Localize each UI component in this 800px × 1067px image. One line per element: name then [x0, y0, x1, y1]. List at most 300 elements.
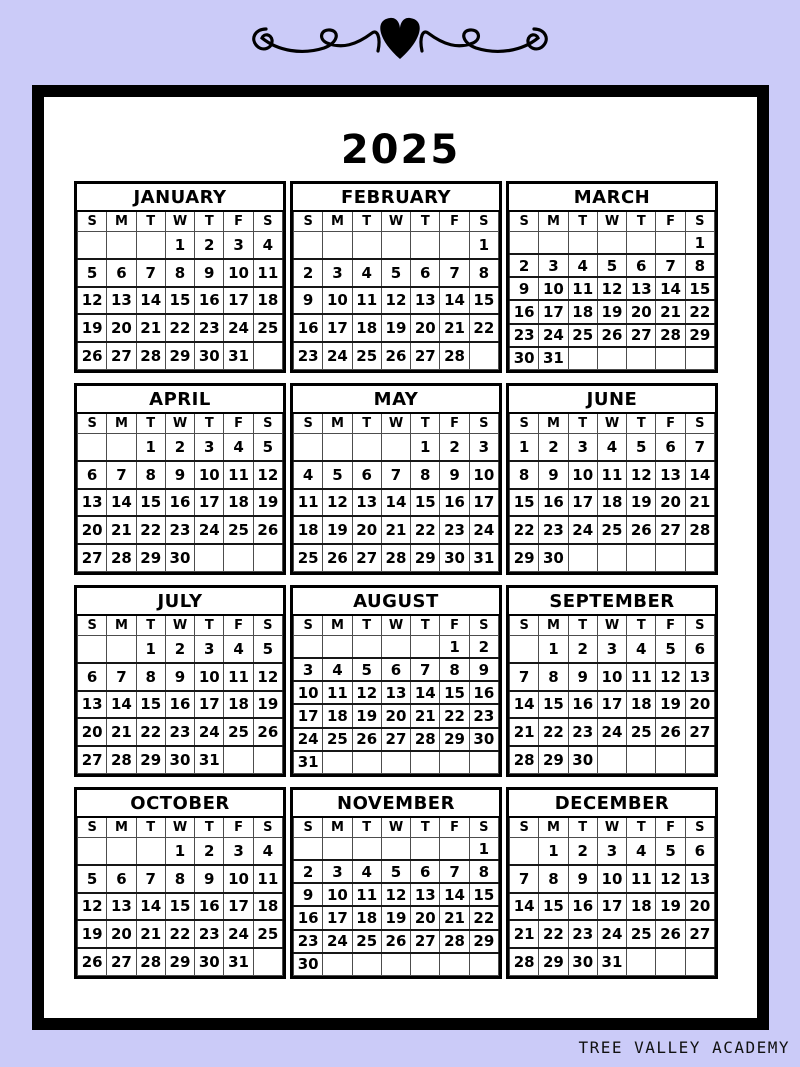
day-cell: 18 — [352, 314, 381, 342]
day-cell: 3 — [323, 259, 352, 287]
day-cell: 27 — [78, 746, 107, 773]
empty-day-cell — [323, 434, 352, 461]
day-cell: 22 — [165, 920, 194, 948]
day-cell: 2 — [195, 232, 224, 259]
day-cell: 8 — [165, 865, 194, 893]
weekday-header: T — [136, 211, 165, 232]
month-april — [74, 383, 286, 575]
weekday-header: T — [568, 413, 597, 434]
day-cell: 10 — [539, 277, 568, 300]
day-cell: 26 — [597, 324, 626, 347]
weekday-header: F — [440, 413, 469, 434]
day-cell: 4 — [294, 461, 323, 489]
day-cell: 28 — [656, 324, 685, 347]
day-cell: 14 — [510, 691, 539, 719]
day-cell: 1 — [411, 434, 440, 461]
day-cell: 8 — [539, 663, 568, 691]
day-cell: 29 — [469, 930, 498, 953]
weekday-header: M — [323, 615, 352, 636]
empty-day-cell — [469, 751, 498, 774]
month-title: DECEMBER — [510, 790, 715, 817]
empty-day-cell — [294, 232, 323, 259]
day-cell: 28 — [411, 728, 440, 751]
day-cell: 13 — [381, 681, 410, 704]
empty-day-cell — [627, 746, 656, 773]
day-cell: 24 — [597, 718, 626, 746]
day-cell: 30 — [440, 544, 469, 571]
month-table — [293, 588, 499, 774]
day-cell: 10 — [294, 681, 323, 704]
empty-day-cell — [440, 751, 469, 774]
day-cell: 22 — [136, 718, 165, 746]
day-cell: 11 — [352, 883, 381, 906]
weekday-header: F — [224, 413, 253, 434]
day-cell: 23 — [165, 516, 194, 544]
weekday-header: T — [352, 615, 381, 636]
day-cell: 1 — [440, 636, 469, 659]
day-cell: 19 — [656, 893, 685, 921]
day-cell: 13 — [685, 865, 714, 893]
day-cell: 18 — [253, 893, 282, 921]
empty-day-cell — [411, 751, 440, 774]
day-cell: 6 — [411, 860, 440, 883]
day-cell: 8 — [136, 663, 165, 691]
day-cell: 24 — [294, 728, 323, 751]
day-cell: 5 — [323, 461, 352, 489]
day-cell: 20 — [352, 516, 381, 544]
day-cell: 27 — [656, 516, 685, 544]
day-cell: 9 — [165, 461, 194, 489]
month-may — [290, 383, 502, 575]
weekday-header: S — [78, 817, 107, 838]
month-title: NOVEMBER — [294, 790, 499, 817]
calendar-page — [32, 85, 769, 1030]
month-september — [506, 585, 718, 777]
day-cell: 1 — [136, 434, 165, 461]
day-cell: 14 — [510, 893, 539, 921]
day-cell: 13 — [78, 691, 107, 719]
day-cell: 11 — [627, 663, 656, 691]
day-cell: 16 — [294, 314, 323, 342]
day-cell: 30 — [510, 347, 539, 370]
day-cell: 24 — [323, 342, 352, 369]
day-cell: 17 — [469, 489, 498, 517]
day-cell: 6 — [107, 259, 136, 287]
weekday-header: T — [136, 413, 165, 434]
weekday-header: F — [440, 817, 469, 838]
day-cell: 28 — [510, 746, 539, 773]
day-cell: 22 — [440, 704, 469, 727]
day-cell: 31 — [469, 544, 498, 571]
weekday-header: T — [195, 413, 224, 434]
day-cell: 18 — [253, 287, 282, 315]
day-cell: 21 — [411, 704, 440, 727]
day-cell: 4 — [568, 254, 597, 277]
empty-day-cell — [78, 232, 107, 259]
day-cell: 18 — [224, 489, 253, 517]
day-cell: 27 — [78, 544, 107, 571]
empty-day-cell — [597, 347, 626, 370]
day-cell: 17 — [195, 489, 224, 517]
day-cell: 24 — [195, 718, 224, 746]
day-cell: 4 — [627, 838, 656, 865]
month-title: MAY — [294, 386, 499, 413]
day-cell: 26 — [323, 544, 352, 571]
day-cell: 25 — [294, 544, 323, 571]
empty-day-cell — [78, 434, 107, 461]
day-cell: 6 — [656, 434, 685, 461]
day-cell: 9 — [440, 461, 469, 489]
day-cell: 27 — [352, 544, 381, 571]
weekday-header: S — [469, 211, 498, 232]
day-cell: 22 — [685, 300, 714, 323]
weekday-header: W — [165, 817, 194, 838]
weekday-header: W — [597, 817, 626, 838]
day-cell: 30 — [568, 746, 597, 773]
day-cell: 26 — [656, 920, 685, 948]
day-cell: 8 — [469, 259, 498, 287]
empty-day-cell — [469, 953, 498, 976]
day-cell: 25 — [597, 516, 626, 544]
weekday-header: S — [253, 413, 282, 434]
day-cell: 10 — [323, 883, 352, 906]
day-cell: 7 — [381, 461, 410, 489]
day-cell: 7 — [136, 259, 165, 287]
day-cell: 2 — [510, 254, 539, 277]
day-cell: 16 — [510, 300, 539, 323]
day-cell: 9 — [539, 461, 568, 489]
day-cell: 22 — [469, 314, 498, 342]
day-cell: 30 — [195, 342, 224, 369]
day-cell: 12 — [381, 883, 410, 906]
empty-day-cell — [685, 746, 714, 773]
day-cell: 18 — [224, 691, 253, 719]
day-cell: 19 — [597, 300, 626, 323]
weekday-header: S — [294, 413, 323, 434]
empty-day-cell — [656, 347, 685, 370]
day-cell: 8 — [469, 860, 498, 883]
weekday-header: S — [294, 615, 323, 636]
empty-day-cell — [656, 232, 685, 255]
day-cell: 25 — [224, 516, 253, 544]
day-cell: 17 — [195, 691, 224, 719]
month-title: MARCH — [510, 184, 715, 211]
empty-day-cell — [323, 636, 352, 659]
day-cell: 17 — [597, 893, 626, 921]
day-cell: 19 — [381, 906, 410, 929]
day-cell: 5 — [253, 636, 282, 663]
day-cell: 27 — [107, 342, 136, 369]
weekday-header: T — [195, 615, 224, 636]
day-cell: 7 — [685, 434, 714, 461]
footer-credit: TREE VALLEY ACADEMY — [578, 1038, 790, 1057]
day-cell: 21 — [440, 906, 469, 929]
day-cell: 16 — [469, 681, 498, 704]
day-cell: 29 — [136, 746, 165, 773]
day-cell: 27 — [685, 718, 714, 746]
day-cell: 17 — [323, 314, 352, 342]
day-cell: 12 — [627, 461, 656, 489]
day-cell: 8 — [539, 865, 568, 893]
day-cell: 27 — [627, 324, 656, 347]
weekday-header: S — [253, 615, 282, 636]
day-cell: 30 — [165, 544, 194, 571]
month-table — [77, 184, 283, 370]
day-cell: 3 — [597, 636, 626, 663]
day-cell: 25 — [627, 718, 656, 746]
day-cell: 16 — [294, 906, 323, 929]
day-cell: 21 — [107, 516, 136, 544]
day-cell: 21 — [107, 718, 136, 746]
empty-day-cell — [352, 232, 381, 259]
empty-day-cell — [78, 636, 107, 663]
month-title: AUGUST — [294, 588, 499, 615]
day-cell: 13 — [627, 277, 656, 300]
month-december — [506, 787, 718, 979]
day-cell: 11 — [253, 259, 282, 287]
month-title: APRIL — [78, 386, 283, 413]
empty-day-cell — [440, 953, 469, 976]
day-cell: 9 — [568, 663, 597, 691]
empty-day-cell — [685, 544, 714, 571]
day-cell: 24 — [323, 930, 352, 953]
empty-day-cell — [656, 544, 685, 571]
day-cell: 7 — [107, 663, 136, 691]
day-cell: 7 — [440, 259, 469, 287]
weekday-header: S — [685, 211, 714, 232]
day-cell: 28 — [136, 948, 165, 975]
empty-day-cell — [381, 434, 410, 461]
day-cell: 11 — [224, 663, 253, 691]
day-cell: 27 — [411, 930, 440, 953]
day-cell: 15 — [539, 691, 568, 719]
day-cell: 25 — [352, 342, 381, 369]
day-cell: 23 — [539, 516, 568, 544]
month-february — [290, 181, 502, 373]
day-cell: 9 — [165, 663, 194, 691]
day-cell: 12 — [597, 277, 626, 300]
day-cell: 2 — [165, 636, 194, 663]
day-cell: 12 — [78, 287, 107, 315]
weekday-header: T — [627, 211, 656, 232]
day-cell: 1 — [685, 232, 714, 255]
day-cell: 5 — [352, 658, 381, 681]
day-cell: 1 — [469, 232, 498, 259]
weekday-header: F — [656, 615, 685, 636]
weekday-header: S — [294, 211, 323, 232]
day-cell: 16 — [568, 893, 597, 921]
day-cell: 17 — [224, 893, 253, 921]
month-title: FEBRUARY — [294, 184, 499, 211]
day-cell: 5 — [381, 259, 410, 287]
day-cell: 20 — [656, 489, 685, 517]
day-cell: 9 — [510, 277, 539, 300]
weekday-header: T — [627, 615, 656, 636]
day-cell: 13 — [352, 489, 381, 517]
day-cell: 12 — [323, 489, 352, 517]
weekday-header: F — [440, 211, 469, 232]
weekday-header: S — [469, 817, 498, 838]
day-cell: 4 — [597, 434, 626, 461]
day-cell: 15 — [440, 681, 469, 704]
day-cell: 2 — [195, 838, 224, 865]
weekday-header: S — [469, 615, 498, 636]
day-cell: 24 — [224, 314, 253, 342]
weekday-header: M — [539, 615, 568, 636]
day-cell: 11 — [253, 865, 282, 893]
day-cell: 15 — [510, 489, 539, 517]
day-cell: 25 — [253, 314, 282, 342]
day-cell: 11 — [224, 461, 253, 489]
day-cell: 30 — [195, 948, 224, 975]
weekday-header: M — [323, 413, 352, 434]
empty-day-cell — [685, 347, 714, 370]
day-cell: 17 — [597, 691, 626, 719]
day-cell: 5 — [597, 254, 626, 277]
day-cell: 4 — [352, 860, 381, 883]
day-cell: 1 — [510, 434, 539, 461]
day-cell: 17 — [568, 489, 597, 517]
empty-day-cell — [656, 948, 685, 975]
weekday-header: S — [685, 615, 714, 636]
day-cell: 28 — [136, 342, 165, 369]
month-table — [509, 386, 715, 572]
month-table — [509, 184, 715, 370]
day-cell: 14 — [136, 893, 165, 921]
day-cell: 10 — [195, 461, 224, 489]
day-cell: 27 — [381, 728, 410, 751]
day-cell: 3 — [224, 838, 253, 865]
day-cell: 7 — [411, 658, 440, 681]
day-cell: 13 — [107, 893, 136, 921]
day-cell: 29 — [685, 324, 714, 347]
day-cell: 4 — [253, 232, 282, 259]
day-cell: 5 — [627, 434, 656, 461]
day-cell: 11 — [627, 865, 656, 893]
weekday-header: S — [685, 817, 714, 838]
day-cell: 19 — [381, 314, 410, 342]
weekday-header: S — [78, 615, 107, 636]
day-cell: 9 — [195, 865, 224, 893]
day-cell: 22 — [411, 516, 440, 544]
day-cell: 23 — [294, 342, 323, 369]
day-cell: 16 — [440, 489, 469, 517]
empty-day-cell — [352, 434, 381, 461]
weekday-header: S — [685, 413, 714, 434]
day-cell: 25 — [253, 920, 282, 948]
day-cell: 23 — [165, 718, 194, 746]
day-cell: 20 — [411, 906, 440, 929]
day-cell: 16 — [195, 287, 224, 315]
weekday-header: S — [294, 817, 323, 838]
empty-day-cell — [411, 953, 440, 976]
day-cell: 19 — [352, 704, 381, 727]
day-cell: 11 — [323, 681, 352, 704]
weekday-header: F — [224, 615, 253, 636]
day-cell: 24 — [195, 516, 224, 544]
empty-day-cell — [656, 746, 685, 773]
weekday-header: S — [253, 817, 282, 838]
day-cell: 19 — [627, 489, 656, 517]
weekday-header: S — [510, 211, 539, 232]
day-cell: 17 — [539, 300, 568, 323]
empty-day-cell — [107, 434, 136, 461]
empty-day-cell — [352, 636, 381, 659]
day-cell: 13 — [107, 287, 136, 315]
weekday-header: T — [195, 211, 224, 232]
day-cell: 14 — [440, 287, 469, 315]
day-cell: 15 — [685, 277, 714, 300]
day-cell: 20 — [78, 516, 107, 544]
weekday-header: S — [253, 211, 282, 232]
empty-day-cell — [253, 342, 282, 369]
day-cell: 6 — [411, 259, 440, 287]
day-cell: 19 — [78, 314, 107, 342]
day-cell: 7 — [136, 865, 165, 893]
day-cell: 29 — [539, 746, 568, 773]
day-cell: 16 — [165, 489, 194, 517]
empty-day-cell — [323, 838, 352, 861]
day-cell: 19 — [323, 516, 352, 544]
day-cell: 20 — [107, 314, 136, 342]
day-cell: 14 — [107, 691, 136, 719]
day-cell: 23 — [568, 718, 597, 746]
weekday-header: F — [224, 211, 253, 232]
day-cell: 6 — [78, 461, 107, 489]
month-title: JANUARY — [78, 184, 283, 211]
empty-day-cell — [597, 746, 626, 773]
day-cell: 28 — [510, 948, 539, 975]
day-cell: 10 — [597, 663, 626, 691]
month-july — [74, 585, 286, 777]
month-table — [293, 184, 499, 370]
weekday-header: W — [381, 817, 410, 838]
empty-day-cell — [136, 838, 165, 865]
day-cell: 15 — [136, 691, 165, 719]
day-cell: 25 — [568, 324, 597, 347]
day-cell: 15 — [136, 489, 165, 517]
day-cell: 11 — [597, 461, 626, 489]
empty-day-cell — [195, 544, 224, 571]
months-grid — [74, 181, 718, 979]
day-cell: 12 — [78, 893, 107, 921]
day-cell: 13 — [411, 883, 440, 906]
weekday-header: S — [510, 615, 539, 636]
weekday-header: S — [78, 211, 107, 232]
day-cell: 5 — [78, 865, 107, 893]
weekday-header: T — [411, 413, 440, 434]
empty-day-cell — [253, 746, 282, 773]
day-cell: 28 — [440, 342, 469, 369]
empty-day-cell — [352, 751, 381, 774]
day-cell: 16 — [165, 691, 194, 719]
month-table — [77, 386, 283, 572]
weekday-header: F — [656, 817, 685, 838]
day-cell: 11 — [352, 287, 381, 315]
weekday-header: T — [627, 817, 656, 838]
weekday-header: M — [107, 615, 136, 636]
month-january — [74, 181, 286, 373]
day-cell: 12 — [352, 681, 381, 704]
day-cell: 20 — [685, 691, 714, 719]
day-cell: 25 — [627, 920, 656, 948]
day-cell: 30 — [469, 728, 498, 751]
empty-day-cell — [440, 838, 469, 861]
empty-day-cell — [411, 232, 440, 259]
day-cell: 18 — [568, 300, 597, 323]
month-table — [293, 790, 499, 976]
day-cell: 13 — [685, 663, 714, 691]
